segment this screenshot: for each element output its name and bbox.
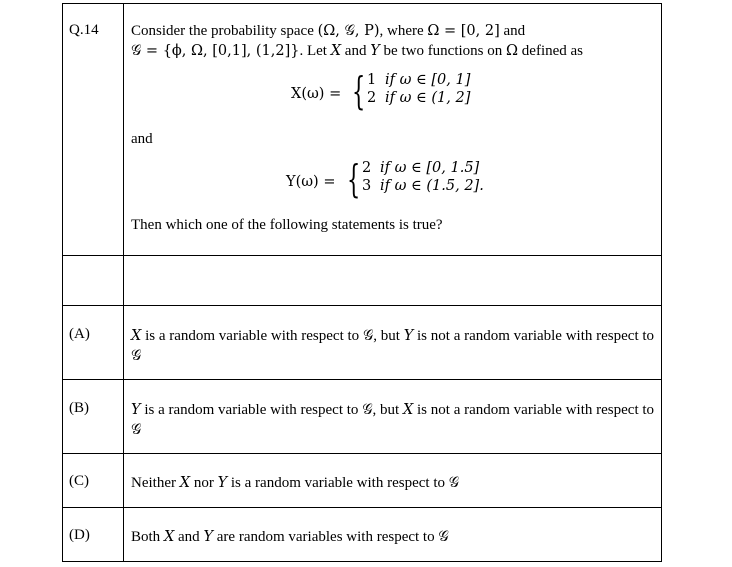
option-d-row[interactable] [63, 508, 662, 562]
option-a-text: X is a random variable with respect to 𝒢, but Y is not a random variable with respect to 𝒢 [124, 306, 662, 380]
question-intro: Consider the probability space (Ω, 𝒢, P), where Ω = [0, 2] and 𝒢 = {ϕ, Ω, [0,1], (1,2]}. Let X and Y be two functions on Ω defined as [131, 23, 584, 59]
option-b-label: (B) [63, 380, 124, 454]
question-number: Q.14 [63, 4, 124, 256]
equation-x-cases: 1 if ω ∈ [0, 1] 2 if ω ∈ (1, 2] [367, 72, 471, 106]
equation-y-lhs: Y(ω) = [286, 174, 336, 190]
question-table [62, 3, 662, 562]
option-d-label: (D) [63, 508, 124, 562]
option-b-row[interactable] [63, 380, 662, 454]
option-a-label: (A) [63, 306, 124, 380]
option-c-text: Neither X nor Y is a random variable with respect to 𝒢 [124, 454, 662, 508]
question-row [63, 4, 662, 256]
option-c-label: (C) [63, 454, 124, 508]
option-c-row[interactable] [63, 454, 662, 508]
equation-x-lhs: X(ω) = [291, 86, 342, 102]
equation-y-cases: 2 if ω ∈ [0, 1.5] 3 if ω ∈ (1.5, 2]. [362, 160, 484, 194]
blank-row [63, 256, 662, 306]
option-b-text: Y is a random variable with respect to 𝒢, but X is not a random variable with respect to 𝒢 [124, 380, 662, 454]
and-text: and [131, 131, 153, 147]
equation-x [131, 71, 661, 115]
left-brace: { [352, 69, 366, 113]
question-body [124, 4, 662, 256]
question-prompt: Then which one of the following statements is true? [131, 217, 443, 233]
left-brace: { [347, 157, 361, 201]
equation-y [131, 159, 661, 203]
option-a-row[interactable] [63, 306, 662, 380]
option-d-text: Both X and Y are random variables with respect to 𝒢 [124, 508, 662, 562]
